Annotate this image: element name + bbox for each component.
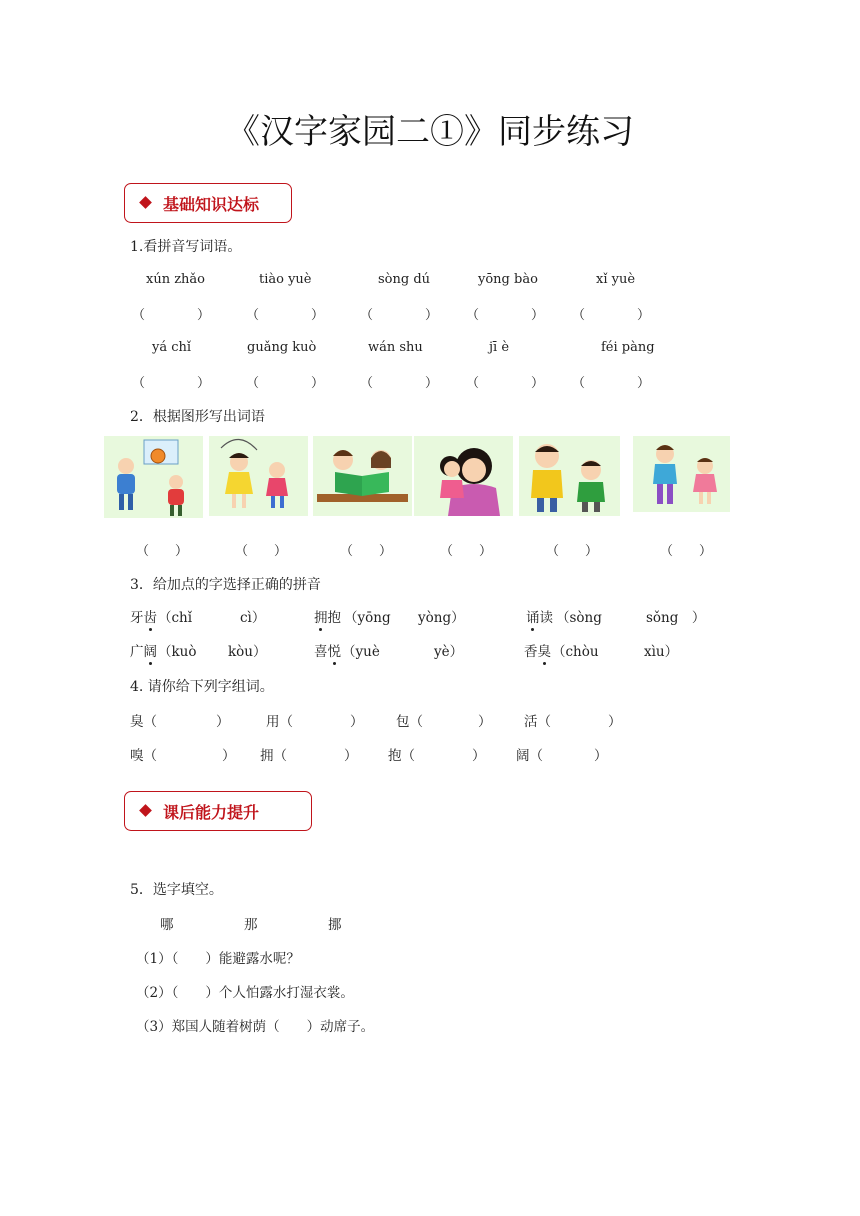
word-with-dot: 广阔 [130, 640, 157, 660]
pinyin: wán shu [368, 340, 423, 355]
paren-close: ） [608, 714, 622, 730]
fill-sentence: （2）（ ）个人怕露水打湿衣裳。 [136, 985, 354, 1001]
pinyin: xún zhǎo [146, 272, 206, 287]
word-with-dot: 诵读 [526, 606, 553, 626]
section-header-basic [124, 183, 292, 223]
char-prompt: 活（ [524, 714, 551, 730]
answer-blank[interactable]: （ ） [246, 308, 325, 323]
answer-blank[interactable]: （ ） [132, 376, 211, 391]
word-with-dot: 香臭 [524, 640, 551, 660]
char-prompt: 嗅（ [130, 748, 157, 764]
section-header-advanced [124, 791, 312, 831]
section-label: 课后能力提升 [163, 803, 260, 822]
answer-blank[interactable]: （ ） [235, 544, 288, 559]
answer-blank[interactable]: （ ） [440, 544, 493, 559]
pinyin-option[interactable]: （sòng [556, 610, 602, 626]
picture-reading [313, 436, 412, 516]
pinyin-option[interactable]: （kuò [158, 644, 197, 660]
char-prompt: 阔（ [516, 748, 543, 764]
answer-blank[interactable]: （ ） [572, 376, 651, 391]
picture-walking [633, 436, 730, 512]
answer-blank[interactable]: （ ） [246, 376, 325, 391]
fill-sentence: （3）郑国人随着树荫（ ）动席子。 [136, 1019, 375, 1035]
pinyin-option[interactable]: （chǐ [158, 610, 193, 626]
paren-close: ） [216, 714, 230, 730]
paren-close: ） [472, 748, 486, 764]
pinyin: sòng dú [378, 272, 431, 287]
choice-char: 那 [244, 917, 258, 933]
char-prompt: 抱（ [388, 748, 415, 764]
paren-close: ） [222, 748, 236, 764]
picture-hugging [414, 436, 513, 516]
char-prompt: 臭（ [130, 714, 157, 730]
question-3-prompt: 3．给加点的字选择正确的拼音 [130, 577, 321, 593]
pinyin-option[interactable]: （yuè [342, 644, 380, 660]
answer-blank[interactable]: （ ） [466, 376, 545, 391]
paren-close: ） [594, 748, 608, 764]
answer-blank[interactable]: （ ） [132, 308, 211, 323]
pinyin: yá chǐ [152, 340, 192, 355]
paren-close: ） [344, 748, 358, 764]
pinyin-option[interactable]: kòu） [228, 644, 267, 660]
pinyin: yōng bào [478, 272, 538, 287]
pinyin-option[interactable]: cì） [240, 610, 266, 626]
answer-blank[interactable]: （ ） [660, 544, 713, 559]
pinyin-option[interactable]: （chòu [552, 644, 599, 660]
word-with-dot: 拥抱 [314, 606, 341, 626]
word-with-dot: 喜悦 [314, 640, 341, 660]
pinyin-option[interactable]: xìu） [644, 644, 679, 660]
pinyin: guǎng kuò [247, 340, 317, 355]
question-2-prompt: 2．根据图形写出词语 [130, 409, 265, 425]
answer-blank[interactable]: （ ） [136, 544, 189, 559]
diamond-icon [139, 804, 152, 817]
pinyin: jī è [489, 340, 510, 355]
picture-jump-rope [209, 436, 308, 516]
pinyin: féi pàng [601, 340, 655, 355]
header-shadow [289, 822, 337, 834]
word-with-dot: 牙齿 [130, 606, 157, 626]
pinyin-option[interactable]: yòng） [418, 610, 465, 626]
picture-two-boys [519, 436, 620, 516]
header-shadow [269, 214, 317, 226]
char-prompt: 用（ [266, 714, 293, 730]
question-5-prompt: 5．选字填空。 [130, 882, 223, 898]
choice-char: 挪 [328, 917, 342, 933]
answer-blank[interactable]: （ ） [546, 544, 599, 559]
question-1-prompt: 1.看拼音写词语。 [130, 239, 242, 255]
answer-blank[interactable]: （ ） [466, 308, 545, 323]
answer-blank[interactable]: （ ） [360, 376, 439, 391]
char-prompt: 拥（ [260, 748, 287, 764]
page-title: 《汉字家园二①》同步练习 [226, 112, 634, 152]
picture-basketball [104, 436, 203, 518]
pinyin-option[interactable]: sǒng ） [646, 610, 706, 626]
pinyin-option[interactable]: yè） [434, 644, 464, 660]
answer-blank[interactable]: （ ） [572, 308, 651, 323]
paren-close: ） [350, 714, 364, 730]
answer-blank[interactable]: （ ） [360, 308, 439, 323]
choice-char: 哪 [160, 917, 174, 933]
char-prompt: 包（ [396, 714, 423, 730]
diamond-icon [139, 196, 152, 209]
section-label: 基础知识达标 [163, 195, 260, 214]
pinyin: tiào yuè [259, 272, 312, 287]
pinyin: xǐ yuè [596, 272, 636, 287]
fill-sentence: （1）（ ）能避露水呢？ [136, 951, 300, 967]
pinyin-option[interactable]: （yōng [344, 610, 391, 626]
question-4-prompt: 4. 请你给下列字组词。 [130, 679, 274, 695]
paren-close: ） [478, 714, 492, 730]
answer-blank[interactable]: （ ） [340, 544, 393, 559]
